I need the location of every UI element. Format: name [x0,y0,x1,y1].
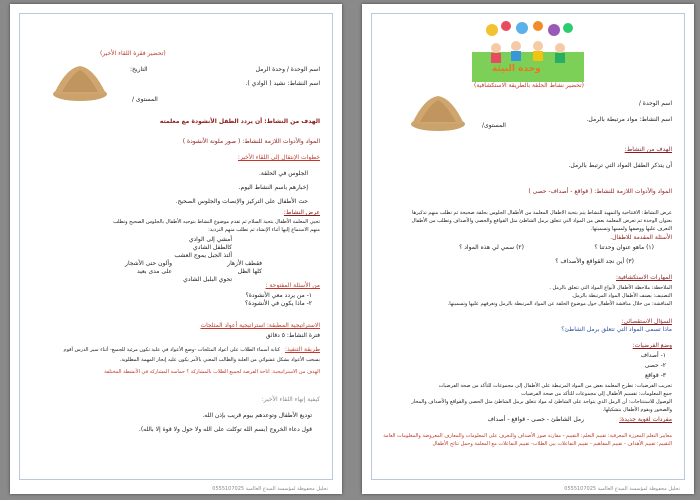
inquiry-question: ماذا تسمى المواد التي تتعلق برمل الشاطئ؟ [561,326,672,333]
reinforcement: معايير التعلم المعززة المعرفية: تقييم التعلم: التقييم - مقارنة صور الأصداف والتعرف على المعلومات والمعارف المعروضة والمعلومات العامة [383,433,672,439]
conclusions: والصخور ويقوم الأطفال بتشكيلها. [602,407,672,413]
step-item: إخبارهم باسم النشاط اليوم. [238,184,308,191]
presentation-text: بعنوان الوحدة ثم تعرض المعلمة بعض من المواد التي تتعلق برمل الشاطئ مثل القواقع والحصى والأصداف وتطلب من الأطفال [411,218,672,224]
skills-heading: المهارات الاستكشافية: [615,274,672,281]
method-text: بسحب الأعواد بشكل عشوائي من العلبة والطالب المعني بالأمر يكون عليه إنجاز المهمة المطلوبة. [119,357,320,363]
closing-item: قول دعاء الخروج (بسم الله توكلت على الله ولا حول ولا قوة إلا بالله). [138,426,312,433]
presentation-text: عرض النشاط: الافتتاحية والتمهيد للنشاط يتم بتحية الاطفال المعلمة من الأطفال الجلوس بحلقة صحيحة ثم تطلب منهم تذكيرها [412,210,672,216]
poem-line: تحوي البلبل الشادي [183,276,232,283]
collect-info: جمع المعلومات: تقسيم الأطفال إلى مجموعات للتأكد من صحة الفرضيات [521,391,672,397]
strategy: الاستراتيجية المطبقة: استراتيجية أعواد المثلجات [200,322,320,329]
document-page-left [10,4,342,494]
test-hypotheses: تجريب الفرضيات: تطرح المعلمة بعض من المواد المرتبطة على الأطفال إلى مجموعات للتأكد من صحة الفرضيات [438,383,672,389]
page-footer: تحليل محفوظة لمؤسسة المبدع العالمية 0555107025 [212,486,328,492]
conclusions: الوصول للاستنتاجات: أن الرمل الذي يتواجد على الشاطئ له مواد تتعلق برمل الشاطئ مثل الحصى والقواقع والأصداف والمحار [411,399,672,405]
level-label: المستوى / [132,96,158,103]
banner-title: وحدة البيئة [492,64,541,74]
step-item: الجلوس في الحلقة. [259,170,308,177]
level-label: المستوى/ [482,122,506,129]
skill-item: الملاحظة: ملاحظة الأطفال لأنواع المواد التي تتعلق بالرمل . [549,285,672,291]
inquiry-heading: السؤال الاستقصائي: [621,318,672,325]
hypothesis-item: ١- أصداف [640,352,666,359]
question-item: (٣) أين نجد القواقع والأصداف ؟ [555,258,634,265]
question-item: (١) ماهو عنوان وحدتنا ؟ [594,244,654,251]
goal-text: أن يتذكر الطفل المواد التي ترتبط بالرمل. [568,162,672,169]
presentation-heading: عرض النشاط: [283,209,320,216]
steps-heading: خطوات الإنتقال إلى اللقاء الأخير: [237,154,320,161]
poem-line: ألتذ الجبل يموج العشب [174,252,232,259]
poem-line: وألون حتى الأشجار [125,260,172,267]
poem-line: كلها الظل [237,268,262,275]
question-item: (٢) سمي لي هذه المواد ؟ [459,244,524,251]
hypotheses-heading: وضع الفرضيات: [632,342,672,349]
unit-name: اسم الوحدة / وحدة الرمل [255,66,320,73]
evaluation: التقييم: تقييم الأهداف - تقييم المفاهيم - تقييم التفاعلات بين الطلاب- تقييم التفاعلات مع المعلمة وحمل نتائج الأطفال [432,441,672,447]
open-questions-heading: من الأسئلة المفتوحة : [265,282,320,289]
presentation-text: تحيي المعلمة الأطفال بتحية السلام ثم تقدم موضوع النشاط بتوجيه الأطفال بالجلوس الصحيح وتطلب [113,219,320,225]
new-vocab-heading: مفردات لغوية جديدة: [619,416,672,423]
closing-heading: كيفية إنهاء اللقاء الأخير: [261,396,320,403]
closing-item: توديع الأطفال وتوعدهم بيوم قريب بإذن الله. [202,412,312,419]
date-label: التاريخ: [130,66,148,73]
presentation-text: منهم الاستماع إليها أثناء الإنشاد ثم تطلب منهم الترديد: [208,227,320,233]
materials: المواد والأدوات اللازمة للنشاط: ( قواقع - أصداف- حصى ) [528,188,672,195]
document-page-right [362,4,694,494]
unit-name: اسم الوحدة / [638,100,672,107]
activity-goal: الهدف من النشاط: أن يردد الطفل الأنشودة مع معلمته [159,118,320,125]
sand-pile-image [410,92,466,132]
activity-name: اسم النشاط: نشيد ( الوادي ). [245,80,320,87]
skill-item: التصنيف: يصنف الأطفال المواد المرتبطة بالرمل. [571,293,672,299]
poem-line: أمشي إلى الوادي [188,236,232,243]
method-heading: طريقة التنفيذ: [284,346,320,353]
page-title: (تحضير نشاط الحلقة بالطريقة الاستكشافية) [474,82,584,89]
poem-line: على مدى بعيد [137,268,172,275]
hypothesis-item: ٣- قواقع [644,372,666,379]
hypothesis-item: ٢- حصى [644,362,666,369]
sand-pile-image [52,62,108,102]
new-vocab: رمل الشاطئ - حصى - قواقع - أصداف [487,416,584,423]
poem-line: فقطف الأزهار [227,260,262,267]
activity-name: اسم النشاط: مواد مرتبطة بالرمل. [586,116,672,123]
poem-line: كالطفل الشادي [193,244,232,251]
strategy-goal: الهدف من الاستراتيجية: اتاحة الفرصة لجميع الطلاب بالمشاركة ؟ حماسة المشاركة في الأنشطة المختلفة [104,369,320,375]
duration: فترة النشاط: ٥ دقائق [265,332,320,339]
step-item: حث الأطفال على التركيز والإنصات والجلوس الصحيح. [175,198,308,205]
page-title: (تحضير فقرة اللقاء الأخير) [100,50,166,57]
materials: المواد والأدوات اللازمة للنشاط: ( صور ملونة الأنشودة ) [182,138,320,145]
open-question: ١- من يردد معي الأنشودة؟ [245,292,312,299]
questions-heading: الأسئلة المقدمة للاطفال. [610,234,672,241]
page-footer: تحليل محفوظة لمؤسسة المبدع العالمية 0555107025 [564,486,680,492]
goal-heading: الهدف من النشاط: [624,146,672,153]
open-question: ٢- ماذا يكون في الأنشودة؟ [245,300,312,307]
method-text: كتابة أسماء الطلاب على أعواد المثلجات -وضع الأعواد في علبة تكون مرئية للجميع- أثناء سير الدرس أقوم [63,347,280,353]
presentation-text: التعرف عليها ووصفها ولمسها وتسميتها. [590,226,672,232]
skill-item: المناقشة: من خلال مناقشة الأطفال حول موضوع الحلقة عن المواد المرتبطة بالرمل وتعرفهم عليها وتسميتها. [447,301,672,307]
